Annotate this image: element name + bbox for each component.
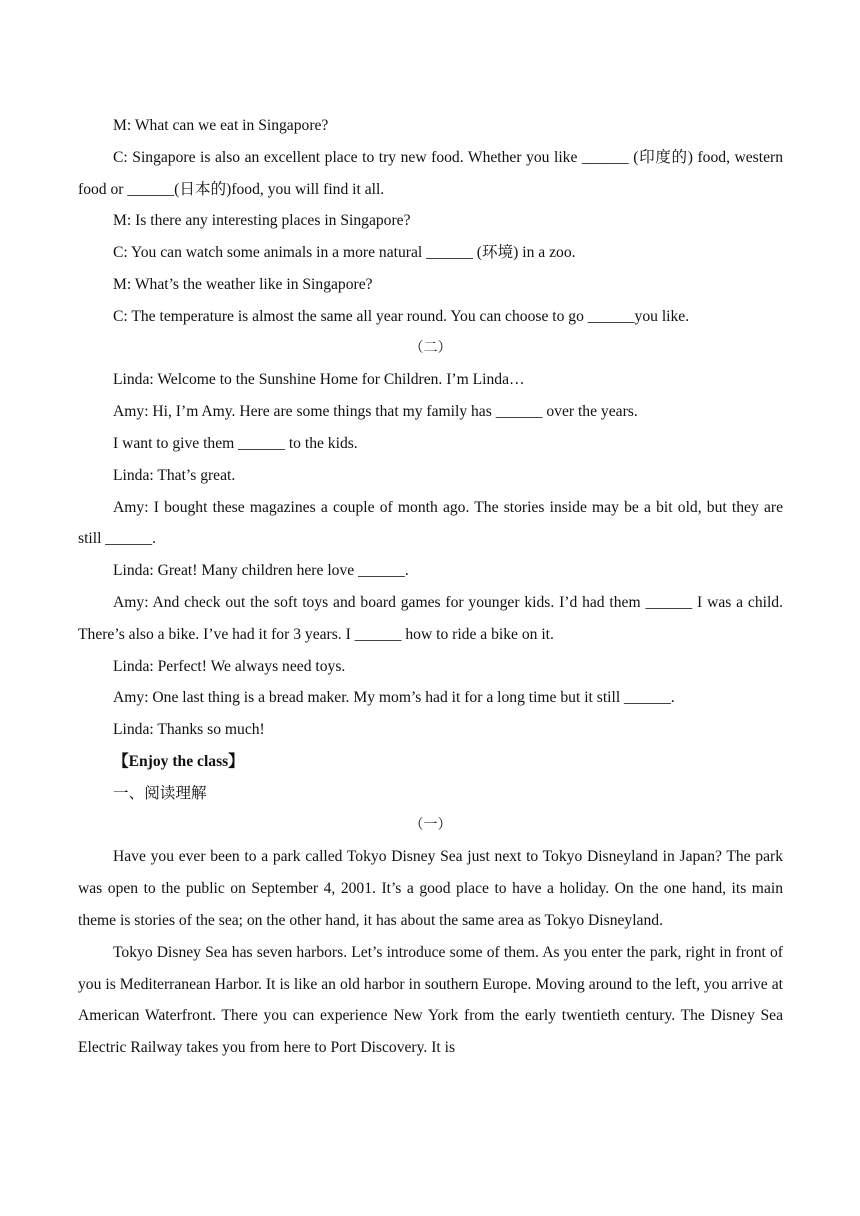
enjoy-heading: 【Enjoy the class】 [113, 752, 244, 770]
dialogue-line: C: You can watch some animals in a more natural ______ (环境) in a zoo. [113, 244, 576, 262]
dialogue-line: Amy: And check out the soft toys and board games for younger kids. I’d had them ______ I was a child. There’s also a bike. I’ve had it for 3 years. I ______ how to ride a bike on it. [78, 593, 783, 643]
dialogue-line: Amy: Hi, I’m Amy. Here are some things that my family has ______ over the years. [113, 403, 638, 421]
dialogue-line: Linda: Perfect! We always need toys. [113, 657, 346, 675]
dialogue-line: I want to give them ______ to the kids. [113, 434, 358, 452]
dialogue-line: Linda: Great! Many children here love ______. [113, 562, 409, 580]
passage-paragraph: Tokyo Disney Sea has seven harbors. Let’s introduce some of them. As you enter the park, right in front of you is Mediterranean Harbor. It is like an old harbor in southern Europe. Moving around to the left, you arrive at American Waterfront. There you can experience New York from the early twentieth century. The Disney Sea Electric Railway takes you from here to Port Discovery. It is [78, 943, 783, 1057]
dialogue-line: Linda: Welcome to the Sunshine Home for Children. I’m Linda… [113, 371, 525, 389]
dialogue-line: M: Is there any interesting places in Singapore? [113, 212, 411, 230]
dialogue-line: Amy: One last thing is a bread maker. My mom’s had it for a long time but it still ______. [113, 689, 675, 707]
section-marker: （二） [409, 340, 452, 356]
dialogue-line: M: What’s the weather like in Singapore? [113, 275, 373, 293]
dialogue-line: M: What can we eat in Singapore? [113, 117, 329, 134]
passage-marker: （一） [409, 817, 452, 833]
dialogue-line: C: Singapore is also an excellent place to try new food. Whether you like ______ (印度的) food, western food or ______(日本的)food, you will find it all. [78, 148, 783, 198]
dialogue-line: Linda: Thanks so much! [113, 721, 265, 739]
dialogue-line: Linda: That’s great. [113, 466, 236, 484]
dialogue-line: C: The temperature is almost the same all year round. You can choose to go ______you like. [113, 307, 690, 325]
document-page [78, 110, 783, 1064]
reading-heading: 一、阅读理解 [113, 784, 207, 802]
dialogue-line: Amy: I bought these magazines a couple of month ago. The stories inside may be a bit old, but they are still ______. [78, 498, 783, 548]
passage-paragraph: Have you ever been to a park called Tokyo Disney Sea just next to Tokyo Disneyland in Japan? The park was open to the public on September 4, 2001. It’s a good place to have a holiday. On the one hand, its main theme is stories of the sea; on the other hand, it has about the same area as Tokyo Disneyland. [78, 848, 783, 929]
